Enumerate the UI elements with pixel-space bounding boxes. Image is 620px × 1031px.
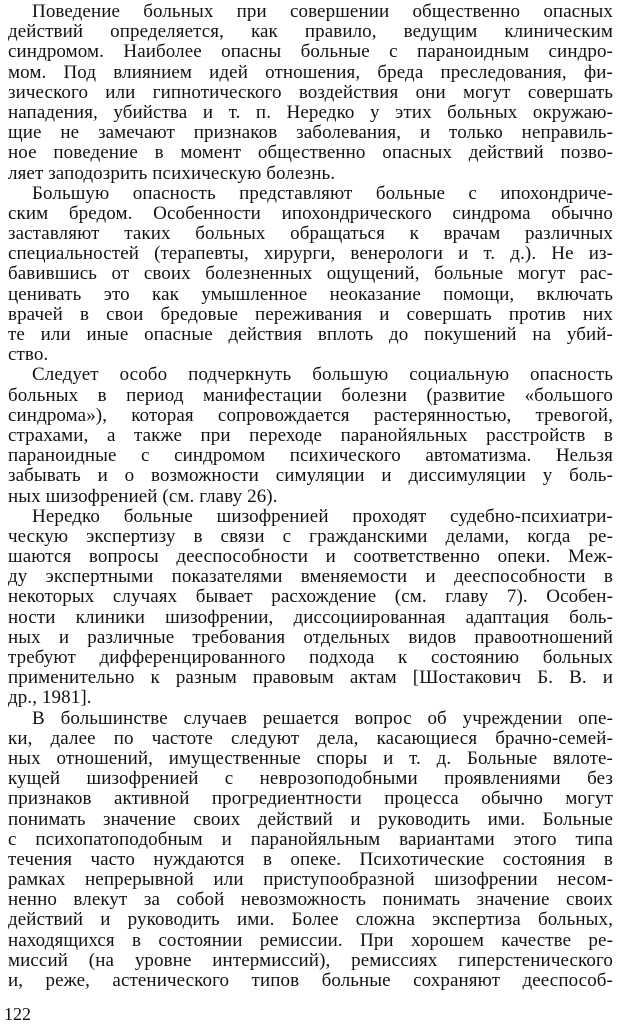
paragraph	[8, 2, 613, 184]
text-line: требуют дифференцированного подхода к состоянию больных	[8, 648, 613, 668]
text-line: синдромом. Наиболее опасны больные с параноидным синдро-	[8, 42, 613, 63]
text-line: некоторых случаях бывает расхождение (см. главу 7). Особен-	[8, 587, 613, 608]
page-number: 122	[4, 1004, 31, 1024]
text-line: бавившись от своих болезненных ощущений, больные могут рас-	[8, 264, 613, 285]
text-line: ное поведение в момент общественно опасных действий позво-	[8, 143, 613, 164]
text-line: щие не замечают признаков заболевания, и только неправиль-	[8, 123, 613, 144]
text-line: ных и различные требования отдельных видов правоотношений	[8, 627, 613, 648]
text-line: страхами, а также при переходе паранойяльных расстройств в	[8, 425, 613, 446]
text-line: Большую опасность представляют больные с ипохондриче-	[32, 183, 613, 204]
text-line: ляет заподозрить психическую болезнь.	[8, 163, 336, 184]
text-line: нападения, убийства и т. п. Нередко у этих больных окружаю-	[8, 102, 613, 123]
text-line: специальностей (терапевты, хирурги, венерологи и т. д.). Не из-	[8, 244, 613, 265]
paragraph	[8, 507, 613, 709]
text-line: др., 1981].	[8, 688, 92, 709]
text-line: ду экспертными показателями вменяемости и дееспособности в	[8, 567, 613, 588]
text-line: ки, далее по частоте следуют дела, касающиеся брачно-семей-	[8, 728, 613, 749]
text-line: шаются вопросы дееспособности и соответственно опеки. Меж-	[8, 547, 613, 568]
text-line: с психопатоподобным и паранойяльным вариантами этого типа	[8, 829, 613, 850]
text-line: кущей шизофренией с неврозоподобными проявлениями без	[8, 769, 613, 790]
text-line: находящихся в состоянии ремиссии. При хорошем качестве ре-	[8, 930, 613, 951]
text-line: те или иные опасные действия вплоть до покушений на убий-	[8, 325, 613, 345]
text-line: Следует особо подчеркнуть большую социальную опасность	[32, 365, 613, 386]
text-line: синдрома»), которая сопровождается растерянностью, тревогой,	[8, 405, 613, 426]
text-line: забывать и о возможности симуляции и диссимуляции у боль-	[8, 466, 613, 487]
text-line: действий и руководить ими. Более сложна экспертиза больных,	[8, 910, 613, 931]
text-line: больных в период манифестации болезни (развитие «большого	[8, 385, 613, 406]
text-line: и, реже, астенического типов больные сохраняют дееспособ-	[8, 971, 613, 991]
text-line: ных отношений, имущественные споры и т. д. Больные вялоте-	[8, 748, 613, 769]
text-line: ство.	[8, 345, 49, 366]
text-line: миссий (на уровне интермиссий), ремиссиях гиперстенического	[8, 950, 613, 971]
text-line: ским бредом. Особенности ипохондрического синдрома обычно	[8, 203, 613, 224]
text-line: течения часто нуждаются в опеке. Психотические состояния в	[8, 849, 613, 870]
text-line: действий определяется, как правило, ведущим клиническим	[8, 22, 613, 43]
text-line: Нередко больные шизофренией проходят судебно-психиатри-	[32, 506, 613, 527]
text-line: мом. Под влиянием идей отношения, бреда преследования, фи-	[8, 62, 613, 83]
text-line: В большинстве случаев решается вопрос об учреждении опе-	[32, 708, 613, 729]
text-line: признаков активной прогредиентности процесса обычно могут	[8, 789, 613, 810]
text-line: понимать значение своих действий и руководить ими. Больные	[8, 809, 613, 830]
text-line: врачей в свои бредовые переживания и совершать против них	[8, 304, 613, 325]
body-text	[8, 2, 613, 991]
text-line: ческую экспертизу в связи с гражданскими делами, когда ре-	[8, 526, 613, 547]
text-line: ценивать это как умышленное неоказание помощи, включать	[8, 284, 613, 305]
text-line: ненно влекут за собой невозможность понимать значение своих	[8, 890, 613, 911]
text-line: заставляют таких больных обращаться к врачам различных	[8, 224, 613, 245]
text-line: зического или гипнотического воздействия они могут совершать	[8, 82, 613, 103]
paragraph	[8, 184, 613, 366]
paragraph	[8, 365, 613, 506]
text-line: параноидные с синдромом психического автоматизма. Нельзя	[8, 446, 613, 467]
text-line: рамках непрерывной или приступообразной шизофрении несом-	[8, 870, 613, 891]
paragraph	[8, 709, 613, 992]
text-line: применительно к разным правовым актам [Шостакович Б. В. и	[8, 668, 613, 689]
text-line: ности клиники шизофрении, диссоциированная адаптация боль-	[8, 607, 613, 628]
text-line: Поведение больных при совершении общественно опасных	[32, 2, 613, 22]
text-line: ных шизофренией (см. главу 26).	[8, 486, 278, 507]
